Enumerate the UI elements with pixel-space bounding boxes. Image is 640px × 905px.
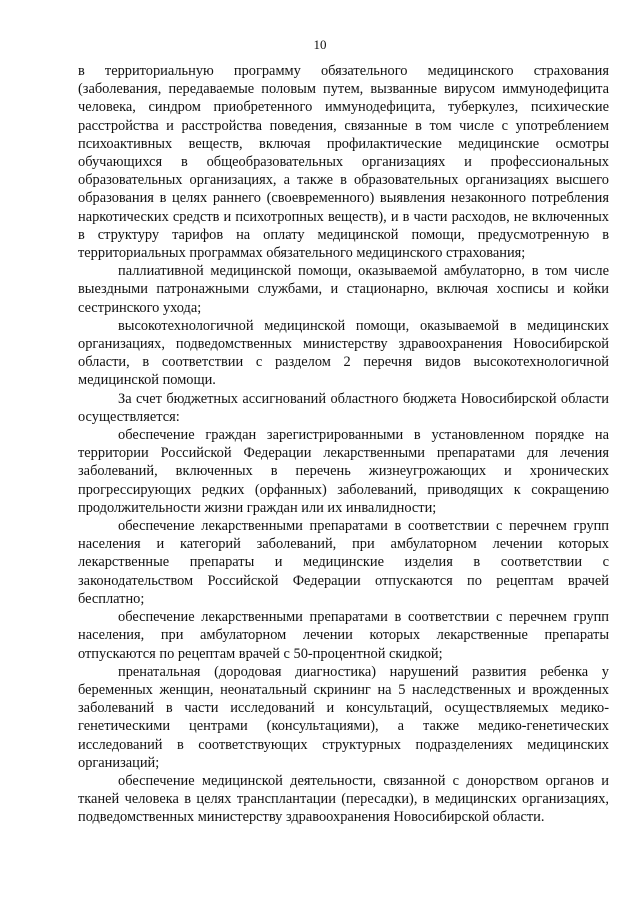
document-body [78,62,609,827]
paragraph-5: обеспечение граждан зарегистрированными в установленном порядке на территории Российской Федерации лекарственными препаратами для лечения заболеваний, включенных в перечень жизнеугрожающих и хронических прогрессирующих редких (орфанных) заболеваний, приводящих к сокращению продолжительности жизни граждан или их инвалидности; [78,427,609,516]
paragraph-4: За счет бюджетных ассигнований областного бюджета Новосибирской области осуществляется: [78,390,609,425]
page-number: 10 [313,37,327,52]
paragraph-3: высокотехнологичной медицинской помощи, оказываемой в медицинских организациях, подведомственных министерству здравоохранения Новосибирской области, в соответствии с разделом 2 перечня видов высокотехнологичной медицинской помощи. [78,317,609,389]
paragraph-6: обеспечение лекарственными препаратами в соответствии с перечнем групп населения и категорий заболеваний, при амбулаторном лечении которых лекарственные препараты и медицинские изделия в соответствии с законодательством Российской Федерации отпускаются по рецептам врачей бесплатно; [78,518,609,607]
paragraph-8: пренатальная (дородовая диагностика) нарушений развития ребенка у беременных женщин, неонатальный скрининг на 5 наследственных и врожденных заболеваний в части исследований и консультаций, осуществляемых медико-генетическими центрами (консультациями), а также медико-генетических исследований в соответствующих структурных подразделениях медицинских организаций; [78,663,609,771]
paragraph-7: обеспечение лекарственными препаратами в соответствии с перечнем групп населения, при амбулаторном лечении которых лекарственные препараты отпускаются по рецептам врачей с 50-процентной скидкой; [78,609,609,662]
paragraph-2: паллиативной медицинской помощи, оказываемой амбулаторно, в том числе выездными патронажными службами, и стационарно, включая хосписы и койки сестринского ухода; [78,263,609,316]
paragraph-9: обеспечение медицинской деятельности, связанной с донорством органов и тканей человека в целях трансплантации (пересадки), в медицинских организациях, подведомственных министерству здравоохранения Новосибирской области. [78,772,609,826]
paragraph-1: в территориальную программу обязательного медицинского страхования (заболевания, передаваемые половым путем, вызванные вирусом иммунодефицита человека, синдром приобретенного иммунодефицита, туберкулез, психические расстройства и расстройства поведения, связанные в том числе с употреблением психоактивных веществ, включая профилактические медицинские осмотры обучающихся в общеобразовательных организациях и профессиональных образовательных организациях, а также в образовательных организациях высшего образования в целях раннего (своевременного) выявления незаконного потребления наркотических средств и психотропных веществ), и в части расходов, не включенных в структуру тарифов на оплату медицинской помощи, предусмотренную в территориальных программах обязательного медицинского страхования; [78,63,609,262]
